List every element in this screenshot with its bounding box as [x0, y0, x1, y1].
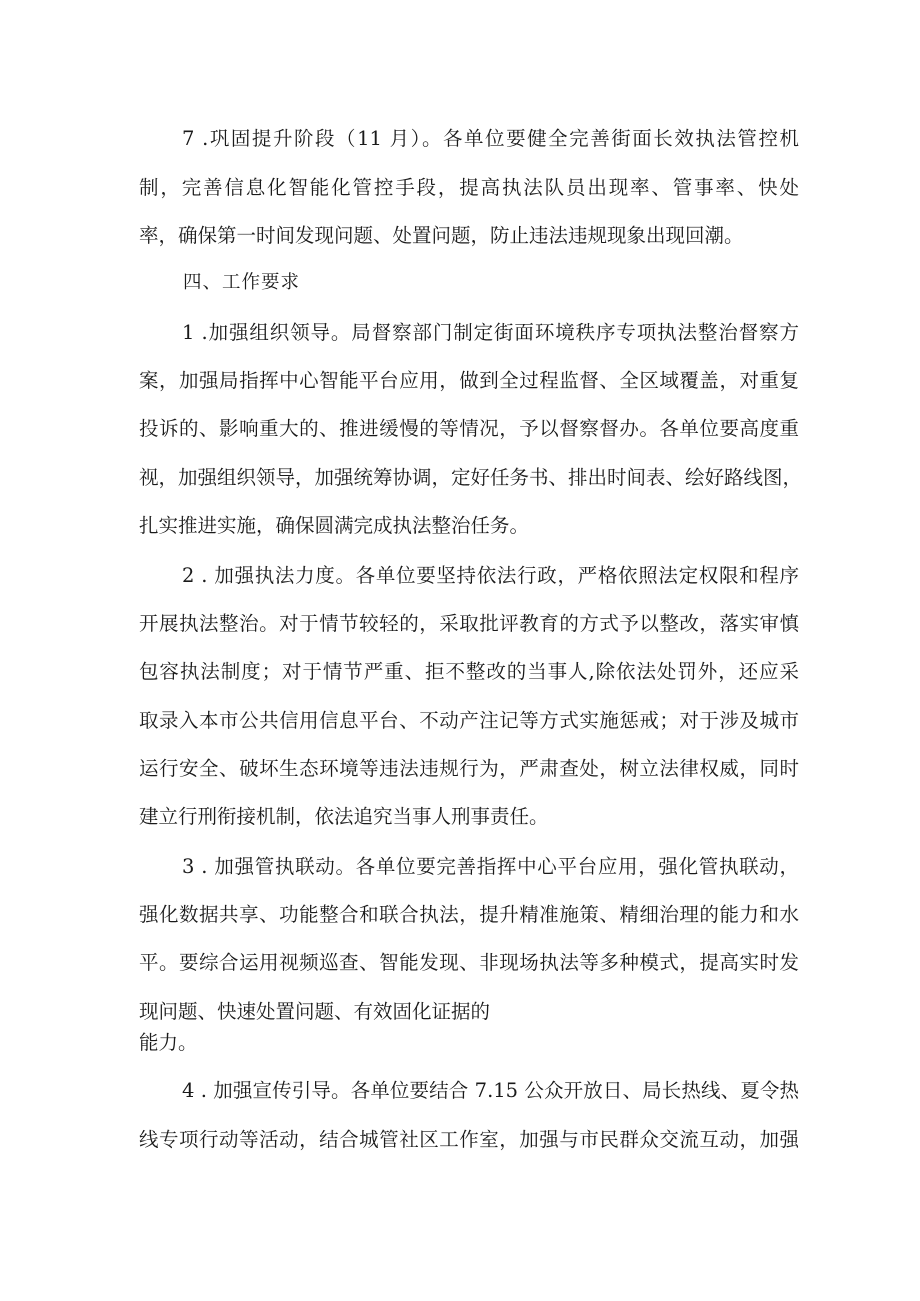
section-heading: 四、工作要求 [183, 272, 301, 293]
paragraph-line: 制，完善信息化智能化管控手段，提高执法队员出现率、管事率、快处 [139, 176, 799, 199]
paragraph-line: 建立行刑衔接机制，依法追究当事人刑事责任。 [139, 805, 549, 828]
paragraph-line: 1 .加强组织领导。局督察部门制定街面环境秩序专项执法整治督察方 [182, 321, 799, 344]
paragraph-line: 包容执法制度；对于情节严重、拒不整改的当事人,除依法处罚外，还应采 [139, 660, 799, 683]
paragraph-line: 强化数据共享、功能整合和联合执法，提升精准施策、精细治理的能力和水 [139, 903, 799, 926]
paragraph-line: 视，加强组织领导，加强统筹协调，定好任务书、排出时间表、绘好路线图， [139, 466, 803, 489]
paragraph-line: 运行安全、破坏生态环境等违法违规行为，严肃查处，树立法律权威，同时 [139, 757, 799, 780]
paragraph-line: 现问题、快速处置问题、有效固化证据的 [139, 1000, 491, 1023]
paragraph-line: 4 . 加强宣传引导。各单位要结合 7.15 公众开放日、局长热线、夏令热 [182, 1079, 799, 1102]
paragraph-line: 取录入本市公共信用信息平台、不动产注记等方式实施惩戒；对于涉及城市 [139, 709, 799, 732]
paragraph-line: 线专项行动等活动，结合城管社区工作室，加强与市民群众交流互动，加强 [139, 1128, 799, 1151]
paragraph-line: 投诉的、影响重大的、推进缓慢的等情况，予以督察督办。各单位要高度重 [139, 417, 799, 440]
paragraph-line: 能力。 [139, 1031, 198, 1054]
paragraph-line: 平。要综合运用视频巡查、智能发现、非现场执法等多种模式，提高实时发 [139, 951, 799, 974]
paragraph-line: 2 . 加强执法力度。各单位要坚持依法行政，严格依照法定权限和程序 [182, 564, 799, 587]
paragraph-line: 开展执法整治。对于情节较轻的，采取批评教育的方式予以整改，落实审慎 [139, 612, 799, 635]
paragraph-line: 率，确保第一时间发现问题、处置问题，防止违法违规现象出现回潮。 [139, 224, 744, 247]
paragraph-line: 案，加强局指挥中心智能平台应用，做到全过程监督、全区域覆盖，对重复 [139, 369, 799, 392]
paragraph-line: 7 .巩固提升阶段（11 月）。各单位要健全完善街面长效执法管控机 [182, 127, 799, 150]
paragraph-line: 扎实推进实施，确保圆满完成执法整治任务。 [139, 514, 530, 537]
paragraph-line: 3 . 加强管执联动。各单位要完善指挥中心平台应用，强化管执联动， [182, 855, 799, 878]
